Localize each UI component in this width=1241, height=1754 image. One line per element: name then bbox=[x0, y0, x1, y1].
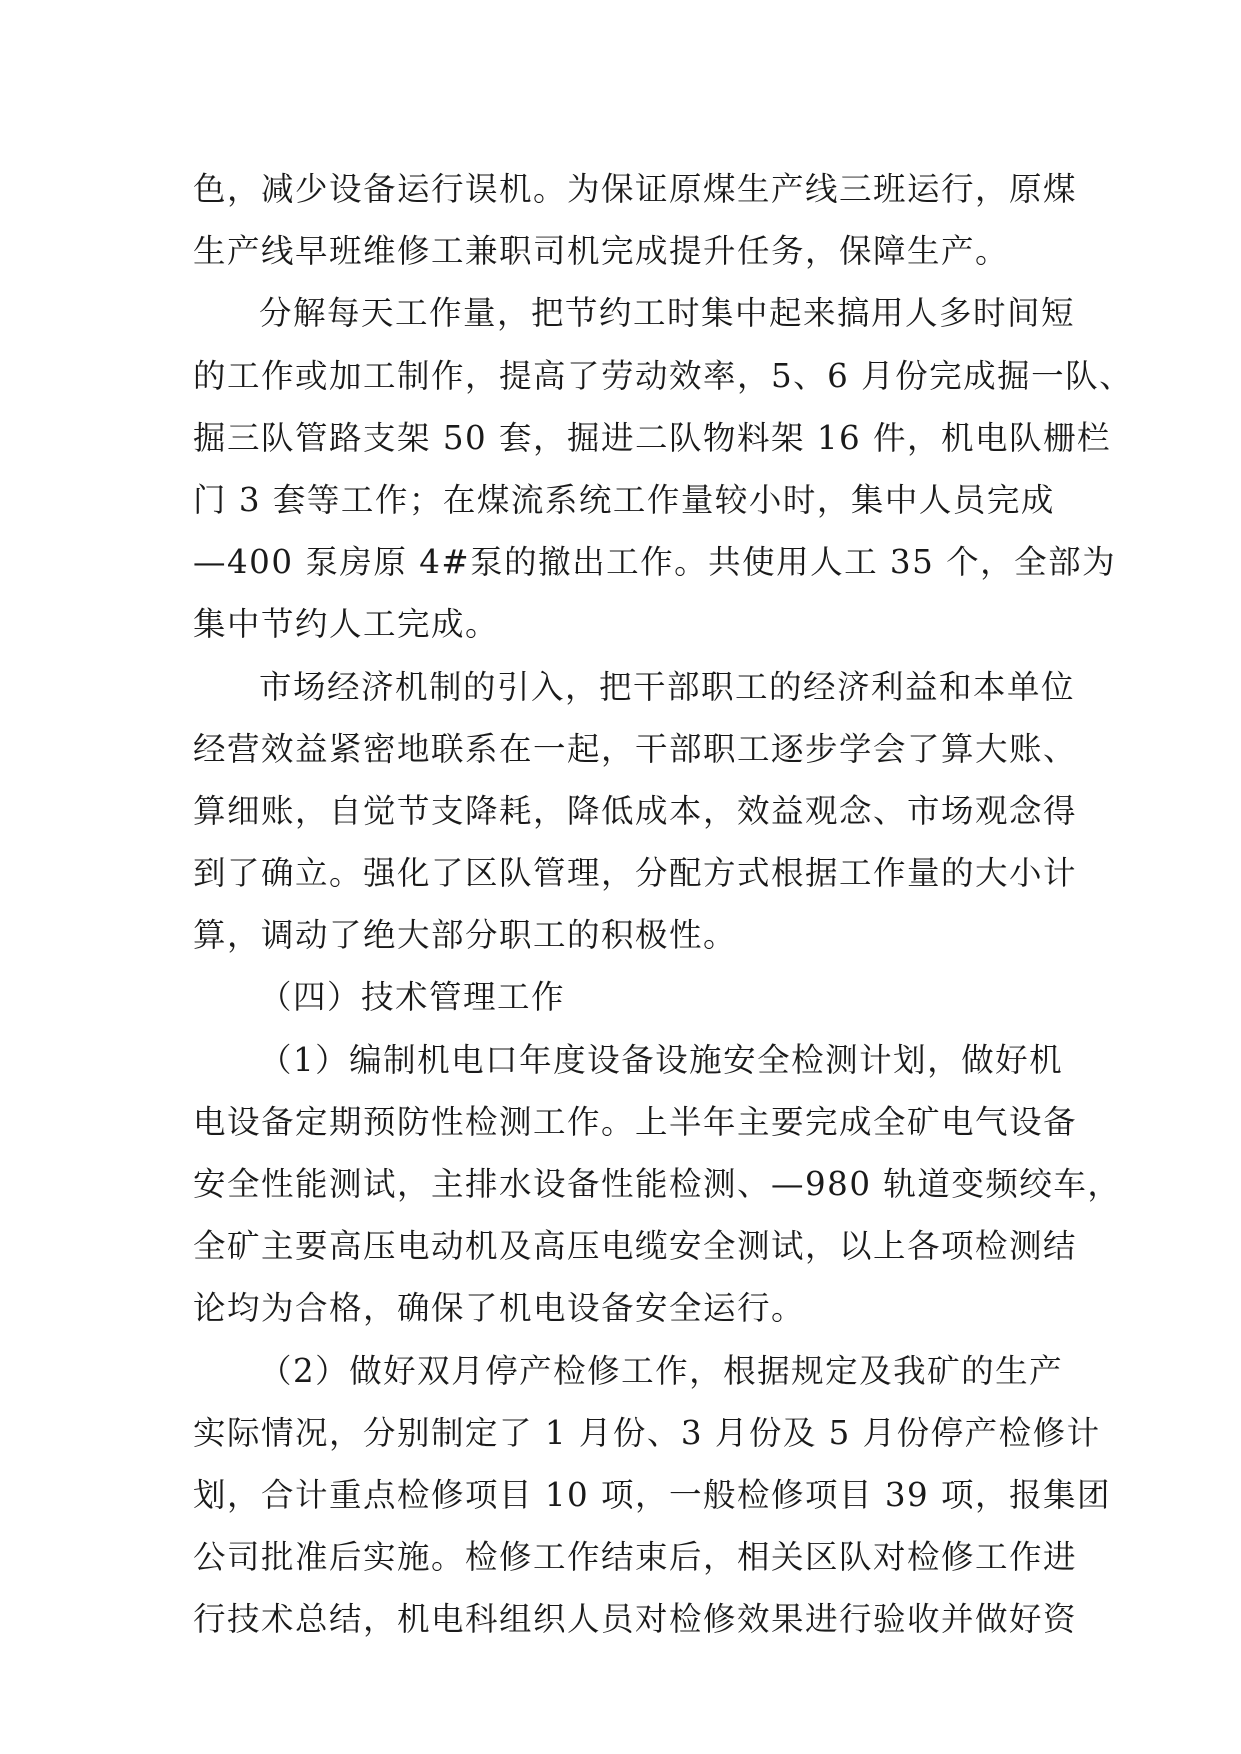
text-line: 行技术总结，机电科组织人员对检修效果进行验收并做好资 bbox=[193, 1600, 1078, 1639]
text-line: 算细账，自觉节支降耗，降低成本，效益观念、市场观念得 bbox=[193, 791, 1078, 830]
text-line: 实际情况，分别制定了 1 月份、3 月份及 5 月份停产检修计 bbox=[193, 1413, 1101, 1452]
text-line: 门 3 套等工作；在煤流系统工作量较小时，集中人员完成 bbox=[193, 480, 1055, 519]
text-line: 公司批准后实施。检修工作结束后，相关区队对检修工作进 bbox=[193, 1538, 1078, 1577]
paragraph-start-line: （2）做好双月停产检修工作，根据规定及我矿的生产 bbox=[259, 1351, 1064, 1390]
section-heading: （四）技术管理工作 bbox=[259, 978, 566, 1017]
text-line: —400 泵房原 4#泵的撤出工作。共使用人工 35 个，全部为 bbox=[193, 543, 1117, 582]
text-line: 算，调动了绝大部分职工的积极性。 bbox=[193, 916, 738, 955]
text-line: 电设备定期预防性检测工作。上半年主要完成全矿电气设备 bbox=[193, 1102, 1078, 1141]
text-line: 色，减少设备运行误机。为保证原煤生产线三班运行，原煤 bbox=[193, 170, 1078, 208]
text-line: 到了确立。强化了区队管理，分配方式根据工作量的大小计 bbox=[193, 854, 1078, 893]
paragraph-start-line: 市场经济机制的引入，把干部职工的经济利益和本单位 bbox=[259, 667, 1076, 706]
text-line: 全矿主要高压电动机及高压电缆安全测试，以上各项检测结 bbox=[193, 1227, 1078, 1266]
text-line: 的工作或加工制作，提高了劳动效率，5、6 月份完成掘一队、 bbox=[193, 356, 1134, 395]
text-line: 划，合计重点检修项目 10 项，一般检修项目 39 项，报集团 bbox=[193, 1475, 1112, 1514]
paragraph-start-line: 分解每天工作量，把节约工时集中起来搞用人多时间短 bbox=[259, 294, 1076, 333]
paragraph-start-line: （1）编制机电口年度设备设施安全检测计划，做好机 bbox=[259, 1040, 1064, 1079]
text-line: 经营效益紧密地联系在一起，干部职工逐步学会了算大账、 bbox=[193, 729, 1078, 768]
text-line: 集中节约人工完成。 bbox=[193, 605, 500, 644]
body-text bbox=[193, 158, 1134, 1651]
text-line: 掘三队管路支架 50 套，掘进二队物料架 16 件，机电队栅栏 bbox=[193, 418, 1112, 457]
text-line: 生产线早班维修工兼职司机完成提升任务，保障生产。 bbox=[193, 232, 1010, 271]
text-line: 论均为合格，确保了机电设备安全运行。 bbox=[193, 1289, 806, 1328]
text-line: 安全性能测试，主排水设备性能检测、—980 轨道变频绞车， bbox=[193, 1165, 1122, 1203]
